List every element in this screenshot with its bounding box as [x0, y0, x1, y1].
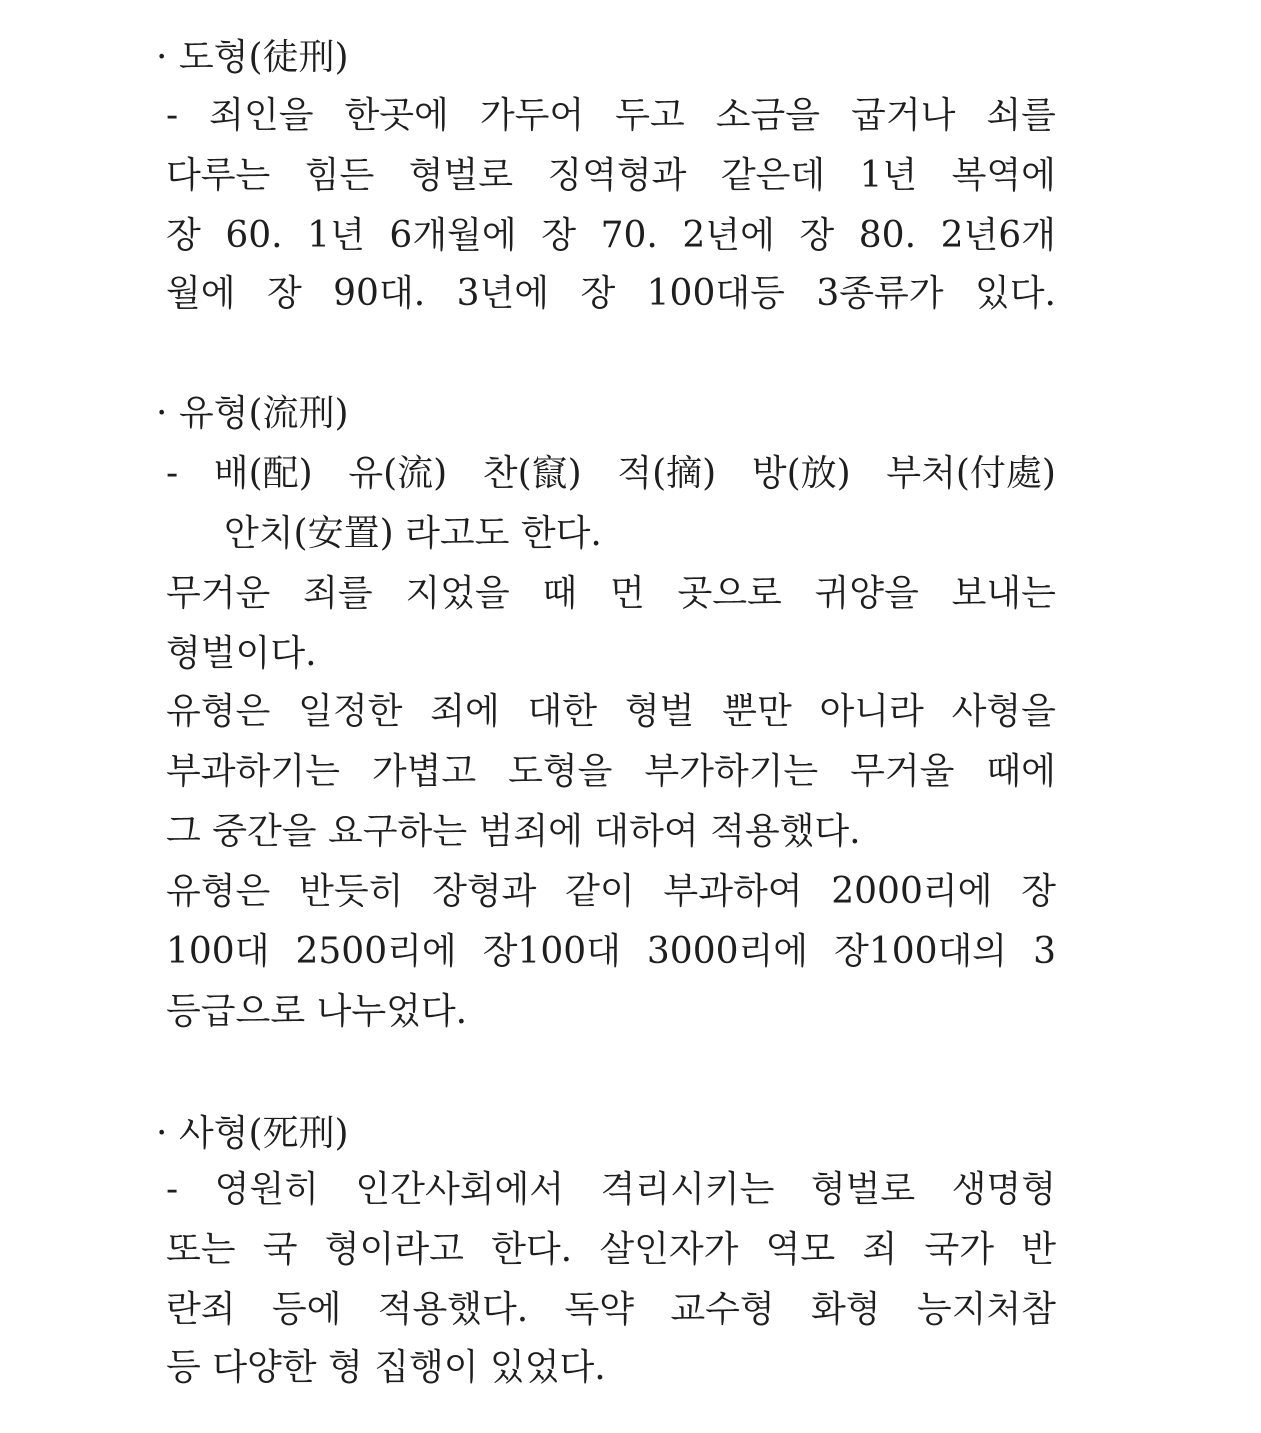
- word: 부과하여: [663, 871, 803, 912]
- text-line: [166, 154, 1056, 198]
- word: 쇠를: [986, 95, 1056, 136]
- word: 란죄: [166, 1289, 236, 1330]
- text-line: 등 다양한 형 집행이 있었다.: [166, 1347, 606, 1388]
- word: 반듯히: [299, 871, 404, 912]
- word: 지었을: [405, 573, 510, 614]
- word: 굽거나: [851, 95, 956, 136]
- text-line: [166, 750, 1056, 794]
- word: 3: [1033, 931, 1056, 972]
- word: 부과하기는: [166, 751, 340, 792]
- word: 장: [1021, 871, 1056, 912]
- word: 장: [580, 273, 616, 314]
- word: 100대등: [646, 273, 785, 314]
- word: 장: [266, 273, 302, 314]
- text-line: 안치(安置) 라고도 한다.: [224, 513, 602, 554]
- word: 60.: [225, 215, 283, 256]
- word: 같은데: [720, 155, 826, 196]
- word: 뿐만: [722, 691, 792, 732]
- word: 장100대의: [834, 931, 1008, 972]
- word: 찬(竄): [482, 453, 582, 494]
- word: 귀양을: [814, 573, 919, 614]
- text-line: [166, 452, 1056, 496]
- word: 형이라고: [324, 1229, 464, 1270]
- word: 유(流): [348, 453, 448, 494]
- word: 살인자가: [599, 1229, 739, 1270]
- word: 3년에: [456, 273, 550, 314]
- word: 3종류가: [816, 273, 944, 314]
- word: 격리시키는: [600, 1169, 775, 1210]
- word: 영원히: [214, 1169, 319, 1210]
- section-heading-yuhyeong: · 유형(流刑): [156, 393, 349, 434]
- text-line: 형벌이다.: [166, 633, 317, 674]
- word: 유형은: [166, 871, 271, 912]
- word: 죄: [862, 1229, 898, 1270]
- word: 생명형: [951, 1169, 1056, 1210]
- word: 3000리에: [646, 931, 809, 972]
- text-line: [166, 214, 1056, 258]
- word: 아니라: [819, 691, 924, 732]
- word: 가두어: [479, 95, 585, 136]
- word: 역모: [765, 1229, 836, 1270]
- text-line: [166, 930, 1056, 974]
- word: 유형은: [166, 691, 271, 732]
- word: 장100대: [482, 931, 621, 972]
- word: 인간사회에서: [355, 1169, 565, 1210]
- word: 70.: [600, 215, 658, 256]
- text-line: [166, 1288, 1056, 1332]
- word: 대한: [527, 691, 598, 732]
- word: 2500리에: [295, 931, 457, 972]
- word: 죄인을: [209, 95, 314, 136]
- word: 국가: [924, 1229, 994, 1270]
- word: 장: [541, 215, 576, 256]
- text-line: [166, 690, 1056, 734]
- word: 교수형: [670, 1289, 775, 1330]
- word: 80.: [858, 215, 917, 256]
- word: 무거울: [850, 751, 955, 792]
- word: 부가하기는: [644, 751, 819, 792]
- word: -: [166, 95, 179, 136]
- word: 적용했다.: [377, 1289, 529, 1330]
- word: -: [166, 1169, 179, 1210]
- text-line: [166, 572, 1056, 616]
- word: 다루는: [166, 155, 271, 196]
- word: 장: [166, 215, 201, 256]
- word: 2000리에: [831, 871, 993, 912]
- word: 형벌로: [810, 1169, 916, 1210]
- word: 능지처참: [916, 1289, 1056, 1330]
- word: 가볍고: [371, 751, 477, 792]
- word: 일정한: [298, 691, 403, 732]
- word: 두고: [615, 95, 685, 136]
- word: 부처(付處): [886, 453, 1056, 494]
- word: 등에: [271, 1289, 342, 1330]
- text-line: 그 중간을 요구하는 범죄에 대하여 적용했다.: [166, 811, 861, 852]
- word: 90대.: [333, 273, 426, 314]
- word: 한곳에: [344, 95, 449, 136]
- word: 한다.: [491, 1229, 573, 1270]
- word: 2년에: [682, 215, 775, 256]
- word: 힘든: [304, 155, 375, 196]
- word: 독약: [564, 1289, 635, 1330]
- word: 때: [542, 573, 578, 614]
- text-line: [166, 272, 1056, 316]
- word: 먼: [609, 573, 645, 614]
- word: 방(放): [751, 453, 851, 494]
- word: 무거운: [166, 573, 271, 614]
- word: 2년6개: [940, 215, 1056, 256]
- word: 장: [799, 215, 835, 256]
- word: 배(配): [213, 453, 313, 494]
- section-heading-sahyeong: · 사형(死刑): [156, 1113, 349, 1154]
- word: 같이: [565, 871, 635, 912]
- word: -: [166, 453, 179, 494]
- word: 징역형과: [547, 155, 687, 196]
- word: 곳으로: [677, 573, 782, 614]
- word: 월에: [166, 273, 236, 314]
- text-line: 등급으로 나누었다.: [166, 991, 468, 1032]
- word: 죄를: [303, 573, 373, 614]
- word: 적(摘): [617, 453, 717, 494]
- word: 형벌로: [408, 155, 513, 196]
- word: 1년: [859, 155, 918, 196]
- word: 있다.: [974, 273, 1056, 314]
- text-line: [166, 870, 1056, 914]
- word: 복역에: [951, 155, 1056, 196]
- word: 사형을: [951, 691, 1056, 732]
- word: 소금을: [715, 95, 821, 136]
- text-line: [166, 1228, 1056, 1272]
- word: 화형: [810, 1289, 881, 1330]
- section-heading-dohyeong: · 도형(徒刑): [156, 37, 349, 78]
- word: 도형을: [508, 751, 613, 792]
- word: 6개월에: [389, 215, 517, 256]
- word: 100대: [166, 931, 270, 972]
- word: 국: [262, 1229, 298, 1270]
- word: 반: [1021, 1229, 1056, 1270]
- word: 장형과: [432, 871, 537, 912]
- text-line: [166, 1168, 1056, 1212]
- word: 형벌: [624, 691, 695, 732]
- word: 보내는: [951, 573, 1056, 614]
- word: 때에: [986, 751, 1056, 792]
- text-line: [166, 94, 1056, 138]
- word: 죄에: [430, 691, 500, 732]
- word: 또는: [166, 1229, 236, 1270]
- word: 1년: [307, 215, 365, 256]
